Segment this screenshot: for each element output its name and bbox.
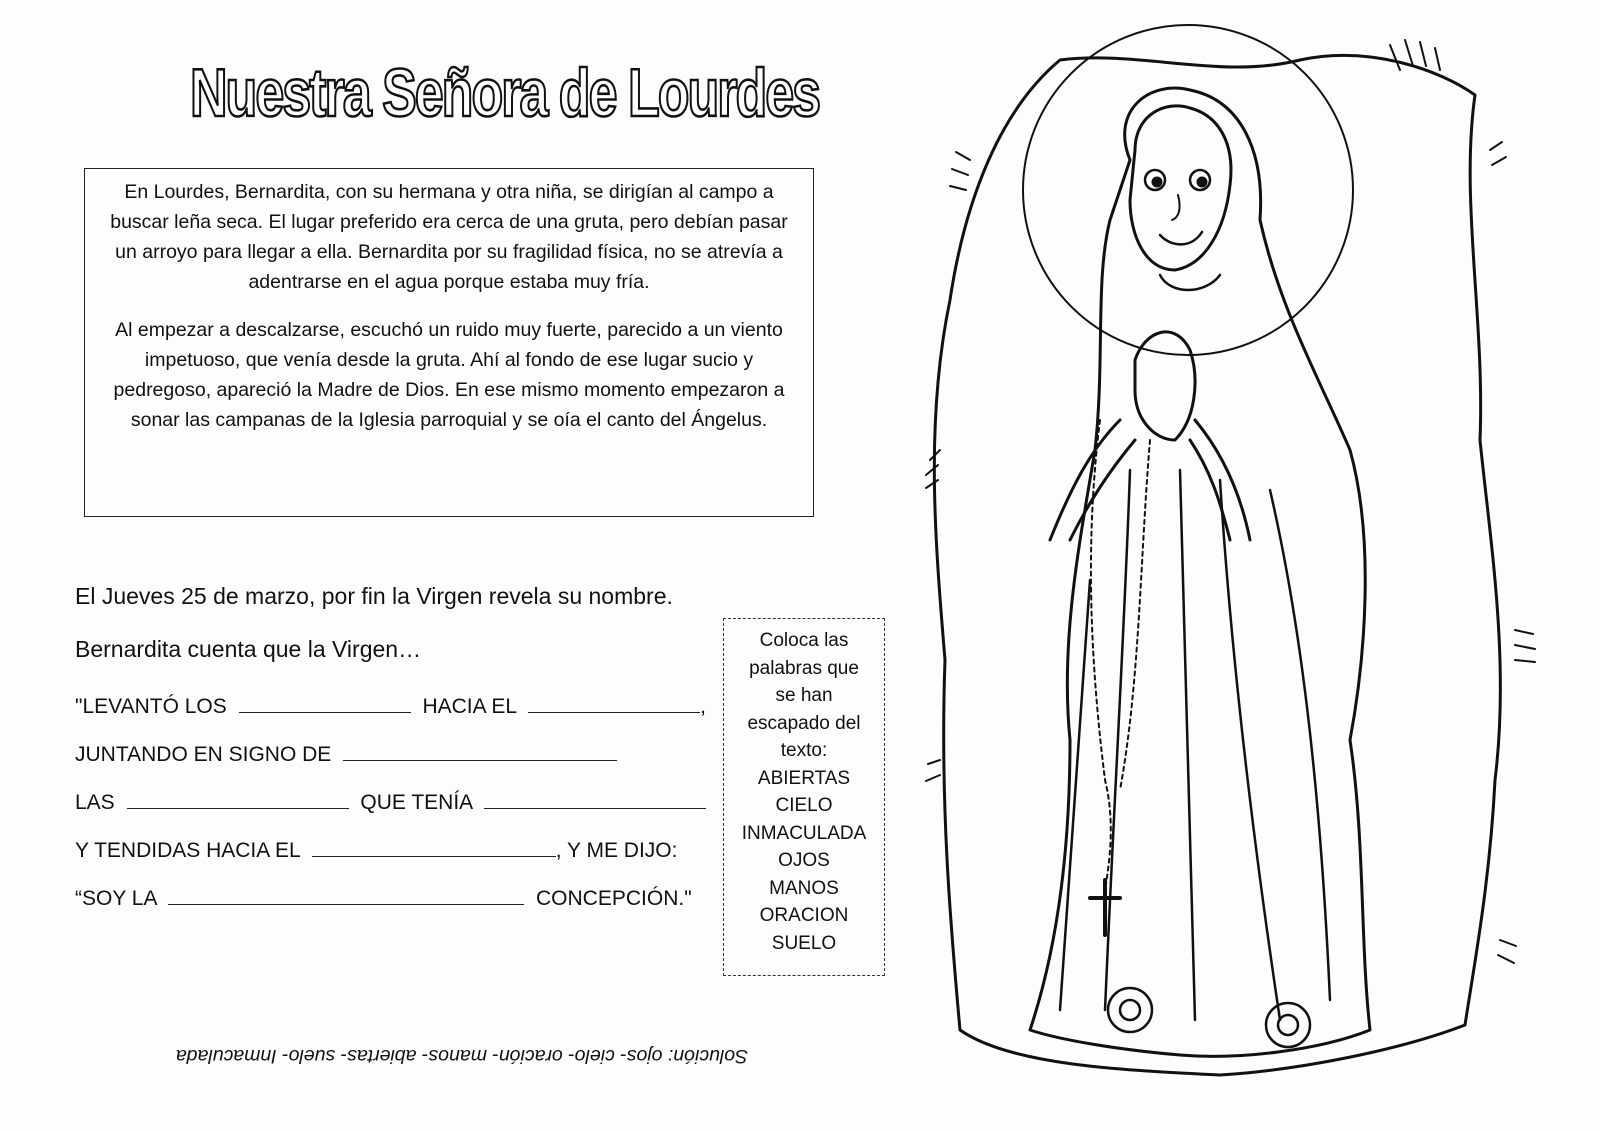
instruction-line: palabras que xyxy=(749,657,859,679)
fill-text-juntando: JUNTANDO EN SIGNO DE xyxy=(75,743,332,766)
fill-text-comma: , xyxy=(700,695,706,718)
word-item: SUELO xyxy=(771,932,837,954)
instruction-line: se han xyxy=(775,685,833,706)
fill-text-soy-la: “SOY LA xyxy=(75,887,157,910)
word-item: MANOS xyxy=(769,877,839,899)
fill-text-tendidas: Y TENDIDAS HACIA EL xyxy=(75,839,300,862)
blank-5[interactable] xyxy=(484,786,706,809)
blank-2[interactable] xyxy=(528,690,700,713)
fill-text-concepcion: CONCEPCIÓN." xyxy=(536,887,692,910)
fill-line-5 xyxy=(75,882,692,911)
word-item: ORACION xyxy=(759,905,849,926)
intro-line-2: Bernardita cuenta que la Virgen… xyxy=(75,636,422,662)
instruction-line: texto: xyxy=(780,740,828,761)
robe-folds xyxy=(1060,470,1330,1020)
word-bank-box xyxy=(723,618,885,976)
instruction-line: Coloca las xyxy=(759,630,849,651)
blank-3[interactable] xyxy=(343,738,617,761)
mouth xyxy=(1160,232,1202,244)
fill-line-4 xyxy=(75,834,677,863)
nose xyxy=(1172,195,1180,220)
rosary-cross xyxy=(1090,880,1120,935)
instruction-line: escapado del xyxy=(747,712,861,734)
intro-line-1: El Jueves 25 de marzo, por fin la Virgen revela su nombre. xyxy=(75,583,673,609)
word-item: ABIERTAS xyxy=(757,767,851,789)
virgin-mary-illustration xyxy=(920,20,1560,1110)
fill-line-1 xyxy=(75,690,706,719)
fill-line-3 xyxy=(75,786,712,815)
grotto-outline xyxy=(934,55,1500,1075)
upside-down-solution: Solución: ojos- cielo- oración- manos- abiertas- suelo- Inmaculada xyxy=(175,1045,749,1067)
left-sleeve xyxy=(1050,420,1135,540)
fill-text-las: LAS xyxy=(75,791,115,814)
blank-6[interactable] xyxy=(312,834,556,857)
feet-roses xyxy=(1108,988,1310,1047)
word-item: INMACULADA xyxy=(741,822,867,844)
story-paragraph-1: En Lourdes, Bernardita, con su hermana y otra niña, se dirigían al campo a buscar leña seca. El lugar preferido era cerca de una gruta, pero debían pasar un arroyo para llegar a ella. Bernardita por su fragilidad física, no se atrevía a adentrarse en el agua porque estaba muy fría. xyxy=(110,181,788,293)
blank-1[interactable] xyxy=(239,690,411,713)
fill-line-2 xyxy=(75,738,623,767)
fill-text-levanto: "LEVANTÓ LOS xyxy=(75,695,227,718)
word-bank-words xyxy=(724,765,884,958)
halo xyxy=(1023,25,1353,355)
collar xyxy=(1160,275,1220,290)
blank-7[interactable] xyxy=(168,882,524,905)
word-item: OJOS xyxy=(778,850,830,871)
word-bank-instructions xyxy=(724,627,884,765)
blank-4[interactable] xyxy=(127,786,349,809)
story-paragraph-2: Al empezar a descalzarse, escuchó un ruido muy fuerte, parecido a un viento impetuoso, que venía desde la gruta. Ahí al fondo de ese lugar sucio y pedregoso, apareció la Madre de Dios. En ese mismo momento empezaron a sonar las campanas de la Iglesia parroquial y se oía el canto del Ángelus. xyxy=(113,319,785,431)
fill-text-me-dijo: , Y ME DIJO: xyxy=(555,839,678,862)
page-title: Nuestra Señora de Lourdes xyxy=(190,56,820,132)
story-box xyxy=(84,168,814,517)
fill-text-que-tenia: QUE TENÍA xyxy=(360,791,473,814)
fill-text-hacia-el: HACIA EL xyxy=(422,695,517,718)
word-item: CIELO xyxy=(775,795,833,816)
